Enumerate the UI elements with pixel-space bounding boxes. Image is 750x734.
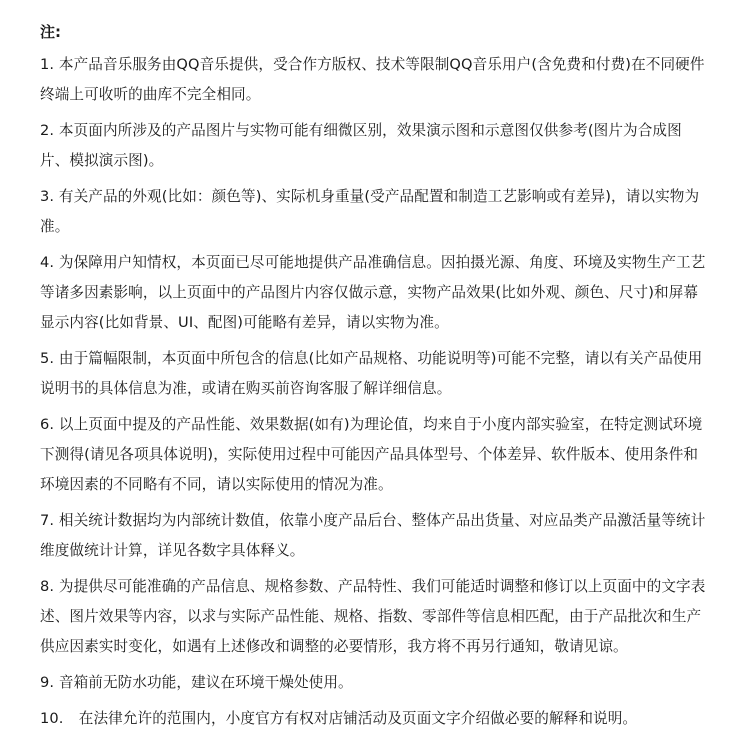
note-number: 2. (40, 122, 55, 139)
note-item (40, 344, 710, 404)
note-number: 1. (40, 56, 55, 73)
note-text: 有关产品的外观(比如：颜色等)、实际机身重量(受产品配置和制造工艺影响或有差异)，请以实物为准。 (40, 188, 700, 235)
note-text: 相关统计数据均为内部统计数值，依靠小度产品后台、整体产品出货量、对应品类产品激活量等统计维度做统计计算，详见各数字具体释义。 (40, 512, 706, 559)
note-number: 3. (40, 188, 55, 205)
note-number: 6. (40, 416, 55, 433)
note-number: 10. (40, 710, 64, 727)
note-number: 4. (40, 254, 55, 271)
note-item (40, 410, 710, 500)
note-item (40, 506, 710, 566)
note-text: 为提供尽可能准确的产品信息、规格参数、产品特性、我们可能适时调整和修订以上页面中的文字表述、图片效果等内容，以求与实际产品性能、规格、指数、零部件等信息相匹配，由于产品批次和生产供应因素实时变化，如遇有上述修改和调整的必要情形，我方将不再另行通知，敬请见谅。 (40, 578, 706, 655)
note-text: 本页面内所涉及的产品图片与实物可能有细微区别，效果演示图和示意图仅供参考(图片为合成图片、模拟演示图)。 (40, 122, 682, 169)
note-text: 本产品音乐服务由QQ音乐提供，受合作方版权、技术等限制QQ音乐用户(含免费和付费)在不同硬件终端上可收听的曲库不完全相同。 (40, 56, 705, 103)
note-text: 由于篇幅限制，本页面中所包含的信息(比如产品规格、功能说明等)可能不完整，请以有关产品使用说明书的具体信息为准，或请在购买前咨询客服了解详细信息。 (40, 350, 703, 397)
note-item (40, 50, 710, 110)
note-item (40, 248, 710, 338)
notes-heading: 注: (40, 23, 61, 41)
note-item (40, 116, 710, 176)
note-number: 8. (40, 578, 55, 595)
note-number: 5. (40, 350, 55, 367)
note-text: 在法律允许的范围内，小度官方有权对店铺活动及页面文字介绍做必要的解释和说明。 (78, 710, 638, 727)
note-list (40, 50, 710, 734)
note-text: 为保障用户知情权，本页面已尽可能地提供产品准确信息。因拍摄光源、角度、环境及实物生产工艺等诸多因素影响，以上页面中的产品图片内容仅做示意，实物产品效果(比如外观、颜色、尺寸)和屏幕显示内容(比如背景、UI、配图)可能略有差异，请以实物为准。 (40, 254, 706, 331)
note-text: 以上页面中提及的产品性能、效果数据(如有)为理论值，均来自于小度内部实验室，在特定测试环境下测得(请见各项具体说明)，实际使用过程中可能因产品具体型号、个体差异、软件版本、使用条件和环境因素的不同略有不同，请以实际使用的情况为准。 (40, 416, 703, 493)
note-text: 音箱前无防水功能，建议在环境干燥处使用。 (58, 674, 353, 691)
note-item (40, 572, 710, 662)
note-item (40, 704, 710, 734)
note-number: 9. (40, 674, 55, 691)
note-item (40, 182, 710, 242)
note-number: 7. (40, 512, 55, 529)
